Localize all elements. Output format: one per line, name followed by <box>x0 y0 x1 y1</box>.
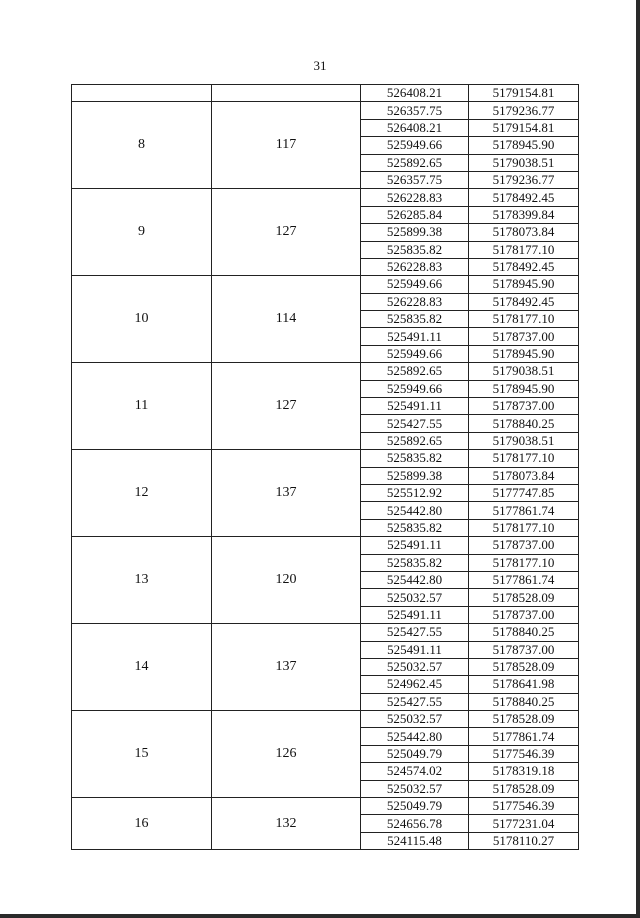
x-coordinate: 525949.66 <box>361 345 469 362</box>
empty-cell <box>212 85 361 102</box>
y-coordinate: 5178177.10 <box>469 519 579 536</box>
y-coordinate: 5179154.81 <box>469 119 579 136</box>
x-coordinate: 525032.57 <box>361 658 469 675</box>
x-coordinate: 525835.82 <box>361 450 469 467</box>
parcel-number: 15 <box>72 711 212 798</box>
x-coordinate: 525427.55 <box>361 624 469 641</box>
x-coordinate: 525949.66 <box>361 380 469 397</box>
y-coordinate: 5177231.04 <box>469 815 579 832</box>
y-coordinate: 5177861.74 <box>469 502 579 519</box>
x-coordinate: 525512.92 <box>361 484 469 501</box>
x-coordinate: 525835.82 <box>361 554 469 571</box>
parcel-value: 114 <box>212 276 361 363</box>
scan-edge-right <box>636 0 640 918</box>
y-coordinate: 5178528.09 <box>469 589 579 606</box>
y-coordinate: 5178737.00 <box>469 398 579 415</box>
table-row <box>72 798 579 815</box>
parcel-value: 126 <box>212 711 361 798</box>
y-coordinate: 5178492.45 <box>469 258 579 275</box>
parcel-number: 8 <box>72 102 212 189</box>
table-row <box>72 537 579 554</box>
coordinates-table-body <box>72 85 579 850</box>
y-coordinate: 5178737.00 <box>469 606 579 623</box>
y-coordinate: 5179236.77 <box>469 102 579 119</box>
x-coordinate: 525427.55 <box>361 415 469 432</box>
y-coordinate: 5179038.51 <box>469 363 579 380</box>
table-row <box>72 363 579 380</box>
table-row <box>72 711 579 728</box>
x-coordinate: 525835.82 <box>361 241 469 258</box>
y-coordinate: 5178399.84 <box>469 206 579 223</box>
parcel-value: 137 <box>212 450 361 537</box>
y-coordinate: 5178945.90 <box>469 276 579 293</box>
x-coordinate: 526285.84 <box>361 206 469 223</box>
y-coordinate: 5179154.81 <box>469 85 579 102</box>
x-coordinate: 525949.66 <box>361 276 469 293</box>
y-coordinate: 5178177.10 <box>469 311 579 328</box>
y-coordinate: 5178073.84 <box>469 224 579 241</box>
x-coordinate: 526357.75 <box>361 171 469 188</box>
y-coordinate: 5178492.45 <box>469 293 579 310</box>
x-coordinate: 525899.38 <box>361 224 469 241</box>
y-coordinate: 5178177.10 <box>469 554 579 571</box>
table-row <box>72 450 579 467</box>
x-coordinate: 525491.11 <box>361 641 469 658</box>
x-coordinate: 526408.21 <box>361 85 469 102</box>
x-coordinate: 524962.45 <box>361 676 469 693</box>
x-coordinate: 525049.79 <box>361 798 469 815</box>
parcel-value: 120 <box>212 537 361 624</box>
page-number: 31 <box>313 58 327 73</box>
x-coordinate: 526228.83 <box>361 293 469 310</box>
parcel-value: 132 <box>212 798 361 850</box>
y-coordinate: 5178840.25 <box>469 415 579 432</box>
x-coordinate: 525892.65 <box>361 363 469 380</box>
x-coordinate: 525491.11 <box>361 606 469 623</box>
y-coordinate: 5179038.51 <box>469 154 579 171</box>
parcel-number: 16 <box>72 798 212 850</box>
y-coordinate: 5177747.85 <box>469 484 579 501</box>
x-coordinate: 525032.57 <box>361 780 469 797</box>
x-coordinate: 525835.82 <box>361 519 469 536</box>
y-coordinate: 5177546.39 <box>469 798 579 815</box>
scan-edge-bottom <box>0 914 640 918</box>
y-coordinate: 5178641.98 <box>469 676 579 693</box>
parcel-number: 14 <box>72 624 212 711</box>
x-coordinate: 525491.11 <box>361 398 469 415</box>
x-coordinate: 526408.21 <box>361 119 469 136</box>
y-coordinate: 5178737.00 <box>469 641 579 658</box>
x-coordinate: 526228.83 <box>361 258 469 275</box>
y-coordinate: 5178177.10 <box>469 450 579 467</box>
y-coordinate: 5178945.90 <box>469 137 579 154</box>
parcel-number: 11 <box>72 363 212 450</box>
parcel-value: 117 <box>212 102 361 189</box>
parcel-value: 127 <box>212 363 361 450</box>
x-coordinate: 524115.48 <box>361 832 469 849</box>
y-coordinate: 5178110.27 <box>469 832 579 849</box>
table-row <box>72 189 579 206</box>
table-row <box>72 102 579 119</box>
y-coordinate: 5178737.00 <box>469 537 579 554</box>
y-coordinate: 5178319.18 <box>469 763 579 780</box>
parcel-number: 13 <box>72 537 212 624</box>
parcel-number: 10 <box>72 276 212 363</box>
x-coordinate: 525427.55 <box>361 693 469 710</box>
y-coordinate: 5177546.39 <box>469 745 579 762</box>
x-coordinate: 525491.11 <box>361 537 469 554</box>
parcel-value: 137 <box>212 624 361 711</box>
table-row <box>72 85 579 102</box>
x-coordinate: 526357.75 <box>361 102 469 119</box>
parcel-number: 12 <box>72 450 212 537</box>
empty-cell <box>72 85 212 102</box>
y-coordinate: 5178177.10 <box>469 241 579 258</box>
y-coordinate: 5178073.84 <box>469 467 579 484</box>
y-coordinate: 5178945.90 <box>469 380 579 397</box>
table-row <box>72 624 579 641</box>
x-coordinate: 525899.38 <box>361 467 469 484</box>
y-coordinate: 5178737.00 <box>469 328 579 345</box>
parcel-number: 9 <box>72 189 212 276</box>
x-coordinate: 525892.65 <box>361 432 469 449</box>
x-coordinate: 525835.82 <box>361 311 469 328</box>
y-coordinate: 5178528.09 <box>469 711 579 728</box>
y-coordinate: 5179038.51 <box>469 432 579 449</box>
x-coordinate: 525491.11 <box>361 328 469 345</box>
x-coordinate: 525949.66 <box>361 137 469 154</box>
x-coordinate: 524656.78 <box>361 815 469 832</box>
y-coordinate: 5178528.09 <box>469 780 579 797</box>
y-coordinate: 5178528.09 <box>469 658 579 675</box>
x-coordinate: 524574.02 <box>361 763 469 780</box>
x-coordinate: 525049.79 <box>361 745 469 762</box>
parcel-value: 127 <box>212 189 361 276</box>
y-coordinate: 5179236.77 <box>469 171 579 188</box>
x-coordinate: 525892.65 <box>361 154 469 171</box>
x-coordinate: 525032.57 <box>361 589 469 606</box>
coordinates-table <box>71 84 579 850</box>
y-coordinate: 5178840.25 <box>469 693 579 710</box>
y-coordinate: 5178492.45 <box>469 189 579 206</box>
table-row <box>72 276 579 293</box>
x-coordinate: 526228.83 <box>361 189 469 206</box>
x-coordinate: 525032.57 <box>361 711 469 728</box>
y-coordinate: 5177861.74 <box>469 728 579 745</box>
y-coordinate: 5178945.90 <box>469 345 579 362</box>
x-coordinate: 525442.80 <box>361 571 469 588</box>
y-coordinate: 5178840.25 <box>469 624 579 641</box>
y-coordinate: 5177861.74 <box>469 571 579 588</box>
x-coordinate: 525442.80 <box>361 728 469 745</box>
x-coordinate: 525442.80 <box>361 502 469 519</box>
